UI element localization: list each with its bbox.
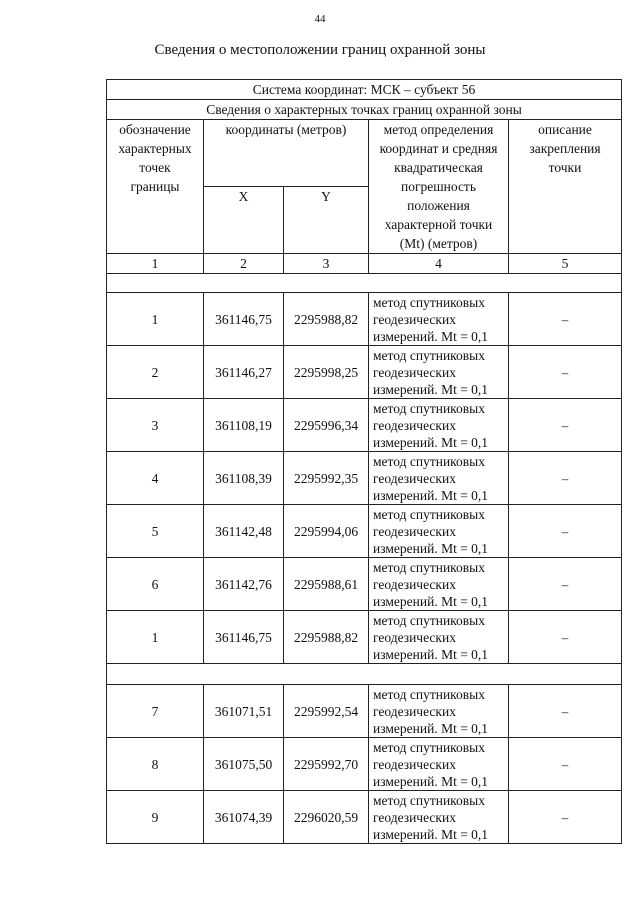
method-line: геодезических bbox=[373, 523, 456, 539]
table-row bbox=[107, 738, 622, 791]
method-line: измерений. Mt = 0,1 bbox=[373, 487, 489, 503]
header-designation-line: обозначение bbox=[119, 122, 191, 137]
method-line: метод спутниковых bbox=[373, 612, 485, 628]
y-coordinate-cell: 2295988,82 bbox=[284, 611, 369, 664]
method-line: метод спутниковых bbox=[373, 400, 485, 416]
point-number-cell: 4 bbox=[107, 452, 204, 505]
header-method-line: (Mt) (метров) bbox=[399, 236, 478, 251]
header-description-line: точки bbox=[548, 160, 582, 175]
coordinate-system-cell: Система координат: МСК – субъект 56 bbox=[107, 80, 622, 100]
header-coordinates: координаты (метров) bbox=[204, 120, 369, 187]
description-cell: – bbox=[509, 738, 622, 791]
header-method-line: погрешность bbox=[400, 179, 476, 194]
point-number-cell: 1 bbox=[107, 611, 204, 664]
group-separator-cell bbox=[107, 664, 622, 685]
y-coordinate-cell: 2295998,25 bbox=[284, 346, 369, 399]
document-title: Сведения о местоположении границ охранной зоны bbox=[154, 42, 486, 58]
method-cell bbox=[369, 738, 509, 791]
points-info-row bbox=[107, 100, 622, 120]
header-description bbox=[509, 120, 622, 254]
method-line: метод спутниковых bbox=[373, 792, 485, 808]
description-cell: – bbox=[509, 611, 622, 664]
table-row bbox=[107, 685, 622, 738]
method-line: геодезических bbox=[373, 756, 456, 772]
y-coordinate-cell: 2295988,82 bbox=[284, 293, 369, 346]
table-row bbox=[107, 293, 622, 346]
method-line: измерений. Mt = 0,1 bbox=[373, 434, 489, 450]
header-method-line: квадратическая bbox=[394, 160, 483, 175]
description-cell: – bbox=[509, 399, 622, 452]
method-cell bbox=[369, 293, 509, 346]
group-separator-row bbox=[107, 274, 622, 293]
x-coordinate-cell: 361108,19 bbox=[204, 399, 284, 452]
header-description-line: описание bbox=[538, 122, 592, 137]
method-line: геодезических bbox=[373, 809, 456, 825]
header-method-line: метод определения bbox=[383, 122, 494, 137]
y-coordinate-cell: 2295996,34 bbox=[284, 399, 369, 452]
method-line: измерений. Mt = 0,1 bbox=[373, 646, 489, 662]
description-cell: – bbox=[509, 685, 622, 738]
header-method bbox=[369, 120, 509, 254]
point-number-cell: 5 bbox=[107, 505, 204, 558]
method-line: метод спутниковых bbox=[373, 739, 485, 755]
method-cell bbox=[369, 558, 509, 611]
group-separator-row bbox=[107, 664, 622, 685]
point-number-cell: 1 bbox=[107, 293, 204, 346]
x-coordinate-cell: 361146,75 bbox=[204, 293, 284, 346]
method-line: геодезических bbox=[373, 470, 456, 486]
x-coordinate-cell: 361146,27 bbox=[204, 346, 284, 399]
table-row bbox=[107, 791, 622, 844]
method-line: измерений. Mt = 0,1 bbox=[373, 773, 489, 789]
description-cell: – bbox=[509, 558, 622, 611]
method-line: измерений. Mt = 0,1 bbox=[373, 540, 489, 556]
method-cell bbox=[369, 505, 509, 558]
header-designation-line: точек bbox=[139, 160, 171, 175]
x-coordinate-cell: 361071,51 bbox=[204, 685, 284, 738]
x-coordinate-cell: 361075,50 bbox=[204, 738, 284, 791]
method-line: метод спутниковых bbox=[373, 559, 485, 575]
method-line: метод спутниковых bbox=[373, 506, 485, 522]
point-number-cell: 3 bbox=[107, 399, 204, 452]
description-cell: – bbox=[509, 293, 622, 346]
point-number-cell: 8 bbox=[107, 738, 204, 791]
table-row bbox=[107, 346, 622, 399]
method-line: измерений. Mt = 0,1 bbox=[373, 826, 489, 842]
column-number: 3 bbox=[284, 254, 369, 274]
method-line: геодезических bbox=[373, 629, 456, 645]
method-line: метод спутниковых bbox=[373, 453, 485, 469]
method-line: геодезических bbox=[373, 417, 456, 433]
x-coordinate-cell: 361146,75 bbox=[204, 611, 284, 664]
point-number-cell: 2 bbox=[107, 346, 204, 399]
header-y: Y bbox=[284, 187, 369, 254]
method-cell bbox=[369, 346, 509, 399]
method-cell bbox=[369, 452, 509, 505]
description-cell: – bbox=[509, 791, 622, 844]
table-row bbox=[107, 558, 622, 611]
x-coordinate-cell: 361142,48 bbox=[204, 505, 284, 558]
header-x: X bbox=[204, 187, 284, 254]
boundary-points-table bbox=[106, 79, 622, 844]
table-row bbox=[107, 611, 622, 664]
method-line: измерений. Mt = 0,1 bbox=[373, 593, 489, 609]
x-coordinate-cell: 361074,39 bbox=[204, 791, 284, 844]
method-line: геодезических bbox=[373, 576, 456, 592]
table-row bbox=[107, 399, 622, 452]
point-number-cell: 7 bbox=[107, 685, 204, 738]
method-line: метод спутниковых bbox=[373, 686, 485, 702]
description-cell: – bbox=[509, 505, 622, 558]
method-line: измерений. Mt = 0,1 bbox=[373, 381, 489, 397]
point-number-cell: 9 bbox=[107, 791, 204, 844]
points-info-cell: Сведения о характерных точках границ охранной зоны bbox=[107, 100, 622, 120]
column-number: 5 bbox=[509, 254, 622, 274]
column-number: 2 bbox=[204, 254, 284, 274]
method-line: геодезических bbox=[373, 311, 456, 327]
method-line: измерений. Mt = 0,1 bbox=[373, 328, 489, 344]
header-designation-line: характерных bbox=[118, 141, 192, 156]
column-number: 4 bbox=[369, 254, 509, 274]
group-separator-cell bbox=[107, 274, 622, 293]
header-row-1 bbox=[107, 120, 622, 187]
method-line: геодезических bbox=[373, 364, 456, 380]
x-coordinate-cell: 361142,76 bbox=[204, 558, 284, 611]
column-numbers-row bbox=[107, 254, 622, 274]
coordinate-system-row bbox=[107, 80, 622, 100]
description-cell: – bbox=[509, 452, 622, 505]
column-number: 1 bbox=[107, 254, 204, 274]
y-coordinate-cell: 2295994,06 bbox=[284, 505, 369, 558]
x-coordinate-cell: 361108,39 bbox=[204, 452, 284, 505]
method-line: метод спутниковых bbox=[373, 294, 485, 310]
method-line: измерений. Mt = 0,1 bbox=[373, 720, 489, 736]
y-coordinate-cell: 2295988,61 bbox=[284, 558, 369, 611]
method-cell bbox=[369, 685, 509, 738]
page-number: 44 bbox=[314, 13, 326, 25]
header-method-line: характерной точки bbox=[384, 217, 493, 232]
header-method-line: положения bbox=[407, 198, 470, 213]
method-line: геодезических bbox=[373, 703, 456, 719]
point-number-cell: 6 bbox=[107, 558, 204, 611]
header-method-line: координат и средняя bbox=[379, 141, 498, 156]
header-designation-line: границы bbox=[130, 179, 180, 194]
y-coordinate-cell: 2296020,59 bbox=[284, 791, 369, 844]
table-row bbox=[107, 452, 622, 505]
y-coordinate-cell: 2295992,70 bbox=[284, 738, 369, 791]
table-row bbox=[107, 505, 622, 558]
method-line: метод спутниковых bbox=[373, 347, 485, 363]
method-cell bbox=[369, 611, 509, 664]
y-coordinate-cell: 2295992,54 bbox=[284, 685, 369, 738]
method-cell bbox=[369, 399, 509, 452]
method-cell bbox=[369, 791, 509, 844]
header-description-line: закрепления bbox=[529, 141, 601, 156]
y-coordinate-cell: 2295992,35 bbox=[284, 452, 369, 505]
header-designation bbox=[107, 120, 204, 254]
description-cell: – bbox=[509, 346, 622, 399]
